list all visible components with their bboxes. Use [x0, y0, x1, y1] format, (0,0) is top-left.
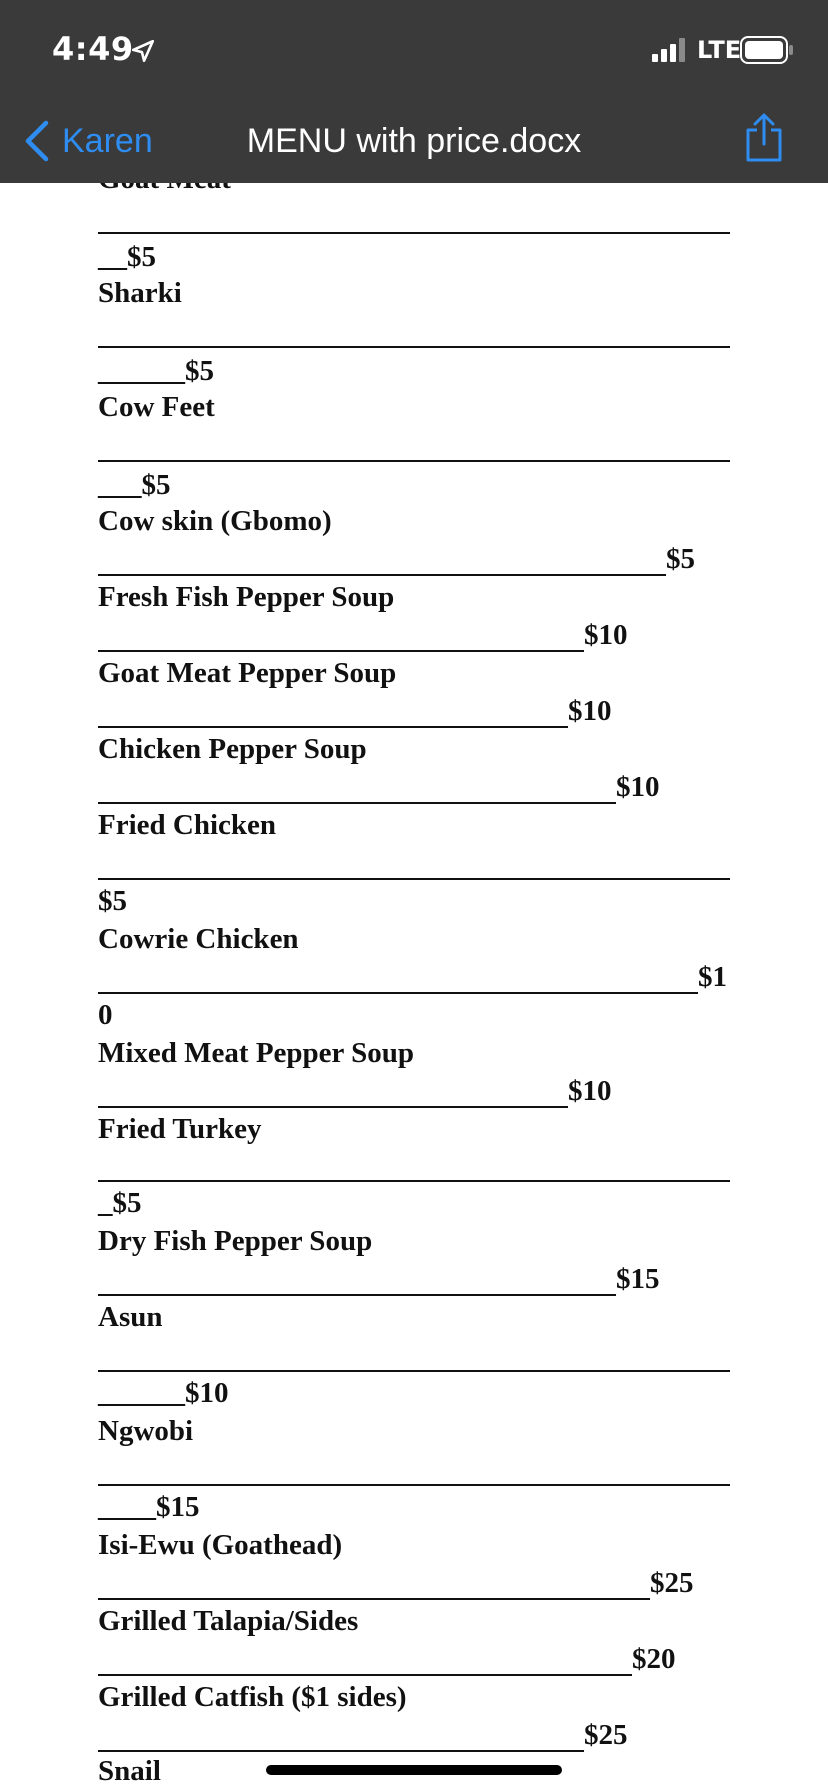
menu-item-name: Grilled Catfish ($1 sides)	[98, 1681, 407, 1713]
fill-line	[98, 650, 584, 652]
menu-item-name: Mixed Meat Pepper Soup	[98, 1037, 415, 1069]
menu-item-price: ____$15	[98, 1491, 200, 1523]
menu-item-price: $5	[98, 885, 127, 917]
share-icon[interactable]	[742, 112, 786, 164]
location-arrow-icon	[130, 38, 156, 64]
menu-item-price: $10	[568, 695, 612, 727]
menu-item-name: Fried Turkey	[98, 1113, 262, 1145]
menu-item-price-wrap: 0	[98, 999, 113, 1031]
menu-item-name: Chicken Pepper Soup	[98, 733, 367, 765]
fill-line	[98, 1106, 568, 1108]
menu-item-price: $25	[650, 1567, 694, 1599]
menu-item-name: Ngwobi	[98, 1415, 194, 1447]
menu-item-name: Cow skin (Gbomo)	[98, 505, 332, 537]
fill-line	[98, 1294, 616, 1296]
fill-line	[98, 878, 730, 880]
menu-item-price: _$5	[98, 1187, 142, 1219]
fill-line	[98, 1370, 730, 1372]
fill-line	[98, 992, 698, 994]
menu-item-name: Isi-Ewu (Goathead)	[98, 1529, 343, 1561]
fill-line	[98, 346, 730, 348]
menu-item-name: Cow Feet	[98, 391, 215, 423]
menu-item-price: ______$10	[98, 1377, 229, 1409]
menu-item-price: $10	[616, 771, 660, 803]
menu-item-price: __$5	[98, 241, 156, 273]
status-time: 4:49	[52, 30, 134, 68]
fill-line	[98, 1674, 632, 1676]
fill-line	[98, 574, 666, 576]
menu-item-price: $1	[698, 961, 727, 993]
menu-item-name: Fresh Fish Pepper Soup	[98, 581, 395, 613]
back-label: Karen	[62, 121, 153, 160]
fill-line	[98, 802, 616, 804]
menu-item-price: $15	[616, 1263, 660, 1295]
menu-item-name: Asun	[98, 1301, 163, 1333]
menu-item-name: Snail	[98, 1755, 161, 1787]
network-type: LTE	[697, 36, 742, 64]
menu-item-price: $10	[568, 1075, 612, 1107]
fill-line	[98, 726, 568, 728]
menu-item-price: $10	[584, 619, 628, 651]
document-body[interactable]	[98, 0, 738, 1792]
menu-item-price: $25	[584, 1719, 628, 1751]
menu-item-name: Sharki	[98, 277, 182, 309]
fill-line	[98, 460, 730, 462]
menu-item-price: $20	[632, 1643, 676, 1675]
fill-line	[98, 1750, 584, 1752]
fill-line	[98, 1598, 650, 1600]
menu-item-price: ______$5	[98, 355, 214, 387]
home-indicator[interactable]	[266, 1765, 562, 1775]
menu-item-name: Goat Meat Pepper Soup	[98, 657, 397, 689]
navigation-bar	[0, 0, 828, 183]
menu-item-name: Grilled Talapia/Sides	[98, 1605, 359, 1637]
fill-line	[98, 1180, 730, 1182]
menu-item-price: $5	[666, 543, 695, 575]
battery-icon	[740, 36, 794, 64]
signal-bars-icon	[652, 38, 686, 62]
menu-item-name: Cowrie Chicken	[98, 923, 299, 955]
menu-item-name: Dry Fish Pepper Soup	[98, 1225, 373, 1257]
fill-line	[98, 1484, 730, 1486]
fill-line	[98, 232, 730, 234]
document-title: MENU with price.docx	[246, 122, 582, 160]
menu-item-name: Fried Chicken	[98, 809, 277, 841]
menu-item-price: ___$5	[98, 469, 171, 501]
